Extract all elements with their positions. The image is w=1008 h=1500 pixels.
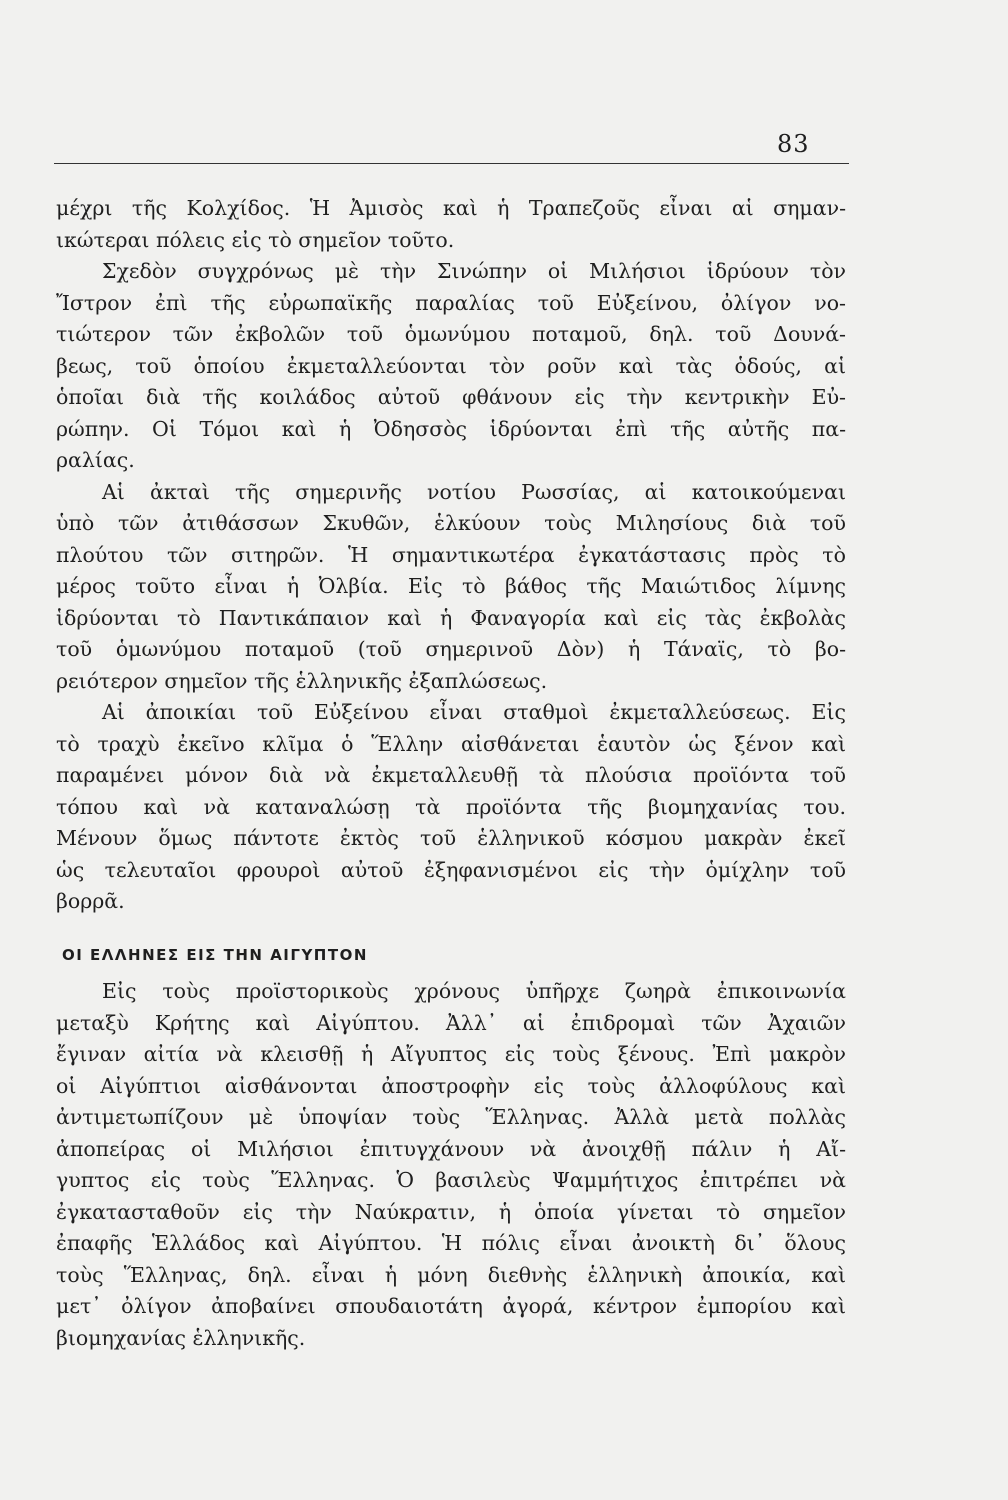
text-line: ἔγιναν αἰτία νὰ κλεισθῇ ἡ Αἴγυπτος εἰς τοὺς ξένους. Ἐπὶ μακρὸν (56, 1042, 846, 1066)
text-line: ἐγκατασταθοῦν εἰς τὴν Ναύκρατιν, ἡ ὁποία γίνεται τὸ σημεῖον (56, 1199, 846, 1224)
body-text-section-two (56, 976, 846, 1354)
text-line: ικώτεραι πόλεις εἰς τὸ σημεῖον τοῦτο. (56, 227, 455, 252)
text-line: μέχρι τῆς Κολχίδος. Ἡ Ἀμισὸς καὶ ἡ Τραπεζοῦς εἶναι αἱ σημαν- (56, 196, 846, 220)
text-line: ὡς τελευταῖοι φρουροὶ αὐτοῦ ἐξηφανισμένοι εἰς τὴν ὁμίχλην τοῦ (56, 857, 846, 882)
text-line: Σχεδὸν συγχρόνως μὲ τὴν Σινώπην οἱ Μιλήσιοι ἱδρύουν τὸν (102, 259, 846, 283)
text-line: ἐπαφῆς Ἑλλάδος καὶ Αἰγύπτου. Ἡ πόλις εἶναι ἀνοικτὴ δι᾽ ὅλους (56, 1231, 846, 1255)
text-line: βεως, τοῦ ὁποίου ἐκμεταλλεύονται τὸν ροῦν καὶ τὰς ὁδούς, αἱ (56, 353, 846, 378)
text-line: Αἱ ἀκταὶ τῆς σημερινῆς νοτίου Ρωσσίας, αἱ κατοικούμεναι (102, 479, 846, 504)
text-line: Αἱ ἀποικίαι τοῦ Εὐξείνου εἶναι σταθμοὶ ἐκμεταλλεύσεως. Εἰς (102, 700, 846, 724)
text-line: πλούτου τῶν σιτηρῶν. Ἡ σημαντικωτέρα ἐγκατάστασις πρὸς τὸ (56, 542, 846, 567)
text-line: βιομηχανίας ἑλληνικῆς. (56, 1325, 306, 1350)
text-line: ρώπην. Οἱ Τόμοι καὶ ἡ Ὀδησσὸς ἱδρύονται ἐπὶ τῆς αὐτῆς πα- (56, 416, 846, 441)
text-line: ὑπὸ τῶν ἀτιθάσσων Σκυθῶν, ἑλκύουν τοὺς Μιλησίους διὰ τοῦ (56, 511, 846, 535)
text-line: ἀποπείρας οἱ Μιλήσιοι ἐπιτυγχάνουν νὰ ἀνοιχθῇ πάλιν ἡ Αἴ- (56, 1136, 846, 1161)
text-line: μετ᾽ ὀλίγον ἀποβαίνει σπουδαιοτάτη ἀγορά, κέντρον ἐμπορίου καὶ (56, 1294, 846, 1318)
text-line: τιώτερον τῶν ἐκβολῶν τοῦ ὁμωνύμου ποταμοῦ, δηλ. τοῦ Δουνά- (56, 322, 846, 346)
text-line: τοῦ ὁμωνύμου ποταμοῦ (τοῦ σημερινοῦ Δὸν) ἡ Τάναϊς, τὸ βο- (56, 637, 846, 661)
header-rule (54, 163, 849, 164)
text-line: τόπου καὶ νὰ καταναλώσῃ τὰ προϊόντα τῆς βιομηχανίας του. (56, 794, 846, 819)
text-line: ρειότερον σημεῖον τῆς ἑλληνικῆς ἐξαπλώσεως. (56, 668, 548, 693)
text-line: ἱδρύονται τὸ Παντικάπαιον καὶ ἡ Φαναγορία καὶ εἰς τὰς ἐκβολὰς (56, 605, 846, 630)
text-line: μεταξὺ Κρήτης καὶ Αἰγύπτου. Ἀλλ᾽ αἱ ἐπιδρομαὶ τῶν Ἀχαιῶν (56, 1010, 846, 1035)
text-line: ὁποῖαι διὰ τῆς κοιλάδος αὐτοῦ φθάνουν εἰς τὴν κεντρικὴν Εὐ- (56, 385, 846, 409)
text-line: τοὺς Ἕλληνας, δηλ. εἶναι ἡ μόνη διεθνὴς ἑλληνικὴ ἀποικία, καὶ (56, 1262, 846, 1287)
section-heading: ΟΙ ΕΛΛΗΝΕΣ ΕΙΣ ΤΗΝ ΑΙΓΥΠΤΟΝ (62, 946, 368, 964)
text-line: ἀντιμετωπίζουν μὲ ὑποψίαν τοὺς Ἕλληνας. Ἀλλὰ μετὰ πολλὰς (56, 1105, 846, 1129)
text-line: ραλίας. (56, 448, 135, 472)
page-number: 83 (777, 130, 810, 158)
text-line: μέρος τοῦτο εἶναι ἡ Ὀλβία. Εἰς τὸ βάθος τῆς Μαιώτιδος λίμνης (56, 574, 846, 598)
body-text-section-one (56, 193, 846, 918)
text-line: Εἰς τοὺς προϊστορικοὺς χρόνους ὑπῆρχε ζωηρὰ ἐπικοινωνία (102, 979, 846, 1003)
text-line: Μένουν ὅμως πάντοτε ἐκτὸς τοῦ ἑλληνικοῦ κόσμου μακρὰν ἐκεῖ (56, 826, 846, 850)
text-line: γυπτος εἰς τοὺς Ἕλληνας. Ὁ βασιλεὺς Ψαμμήτιχος ἐπιτρέπει νὰ (56, 1168, 846, 1192)
text-line: Ἴστρον ἐπὶ τῆς εὐρωπαϊκῆς παραλίας τοῦ Εὐξείνου, ὀλίγον νο- (56, 290, 846, 315)
text-line: τὸ τραχὺ ἐκεῖνο κλῖμα ὁ Ἕλλην αἰσθάνεται ἑαυτὸν ὡς ξένον καὶ (56, 731, 846, 756)
text-line: παραμένει μόνον διὰ νὰ ἐκμεταλλευθῇ τὰ πλούσια προϊόντα τοῦ (56, 763, 846, 787)
text-line: βορρᾶ. (56, 889, 125, 913)
text-line: οἱ Αἰγύπτιοι αἰσθάνονται ἀποστροφὴν εἰς τοὺς ἀλλοφύλους καὶ (56, 1073, 846, 1098)
